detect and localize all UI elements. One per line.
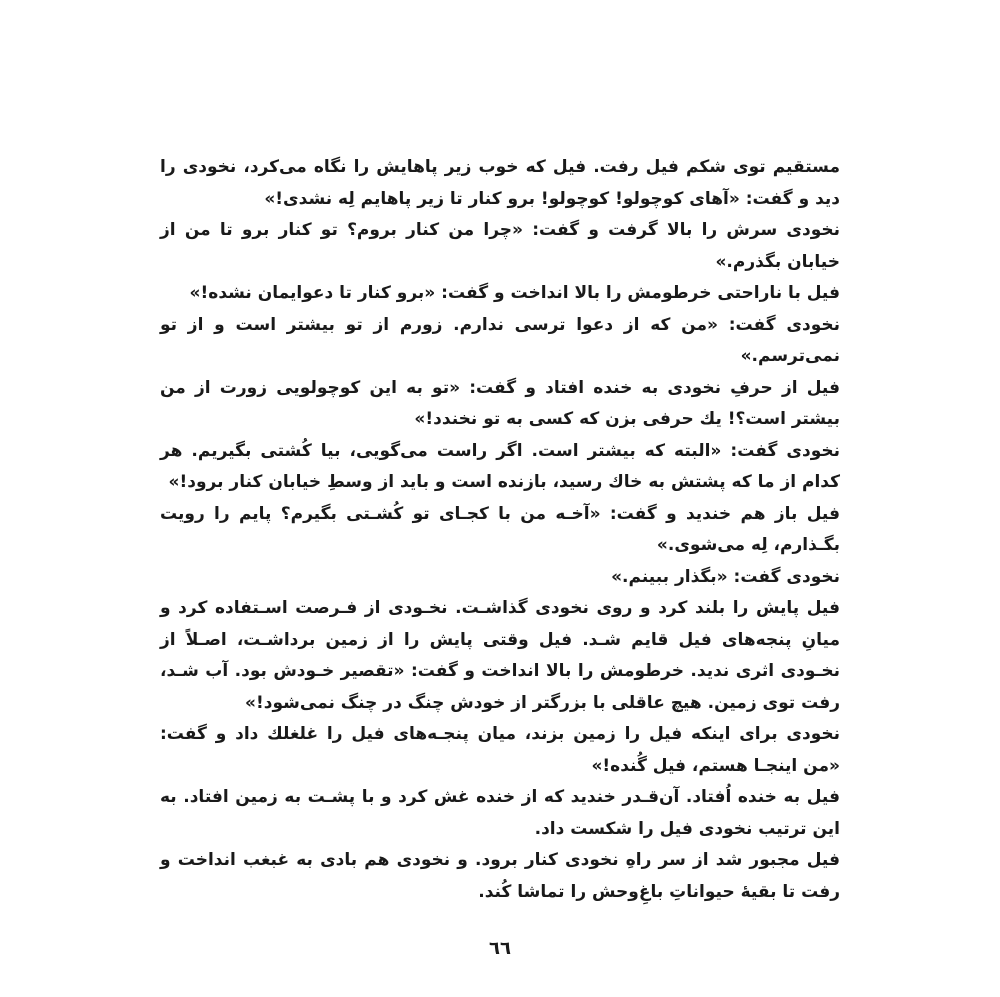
paragraph: فیل به خنده اُفتاد. آن‌قـدر خندید که از خنده غش کرد و با پشـت به زمین افتاد. به این ترتیب نخودی فیل را شکست داد. (160, 787, 840, 839)
paragraph: فیل پایش را بلند کرد و روی نخودی گذاشـت. نخـودی از فـرصت اسـتفاده کرد و میانِ پنجه‌های فیل قایم شـد. فیل وقتی پایش را از زمین برداشـت، اصـلاً از نخـودی اثری ندید. خرطومش را بالا انداخت و گفت: «تقصیر خـودش بود. آب شـد، رفت توی زمین. هیچ عاقلی با بزرگتر از خودش چنگ در چنگ نمی‌شود!» (160, 598, 840, 713)
page-number: ٦٦ (489, 938, 511, 959)
paragraph: فیل باز هم خندید و گفت: «آخـه من با کجـای تو کُشـتی بگیرم؟ پایم را رویت بگـذارم، لِه می‌شوی.» (160, 503, 840, 555)
paragraph: فیل با ناراحتی خرطومش را بالا انداخت و گفت: «برو کنار تا دعوایمان نشده!» (189, 283, 840, 303)
paragraph: نخودی گفت: «بگذار ببینم.» (611, 566, 840, 587)
paragraph: فیل مجبور شد از سر راهِ نخودی کنار برود. و نخودی هم بادی به غبغب انداخت و رفت تا بقیهٔ حیواناتِ باغِ‌وحش را تماشا کُند. (160, 850, 840, 902)
paragraph: مستقیم توی شکم فیل رفت. فیل که خوب زیر پاهایش را نگاه می‌کرد، نخودی را دید و گفت: «آهای کوچولو! کوچولو! برو کنار تا زیر پاهایم لِه نشدی!» (160, 157, 840, 209)
paragraph: نخودی گفت: «البته که بیشتر است. اگر راست می‌گویی، بیا کُشتی بگیریم. هر کدام از ما که پشتش به خاك رسید، بازنده است و باید از وسطِ خیابان کنار برود!» (160, 440, 840, 492)
paragraph: فیل از حرفِ نخودی به خنده افتاد و گفت: «تو به این کوچولویی زورت از من بیشتر است؟! یك حرفی بزن که کسی به تو نخندد!» (160, 377, 840, 429)
paragraph: نخودی برای اینکه فیل را زمین بزند، میان پنجـه‌های فیل را غلغلك داد و گفت: «من اینجـا هستم، فیل گُنده!» (160, 724, 840, 776)
story-text (160, 152, 840, 908)
paragraph: نخودی گفت: «من که از دعوا ترسی ندارم. زورم از تو بیشتر است و از تو نمی‌ترسم.» (160, 314, 840, 366)
paragraph: نخودی سرش را بالا گرفت و گفت: «چرا من کنار بروم؟ تو کنار برو تا من از خیابان بگذرم.» (160, 220, 840, 272)
